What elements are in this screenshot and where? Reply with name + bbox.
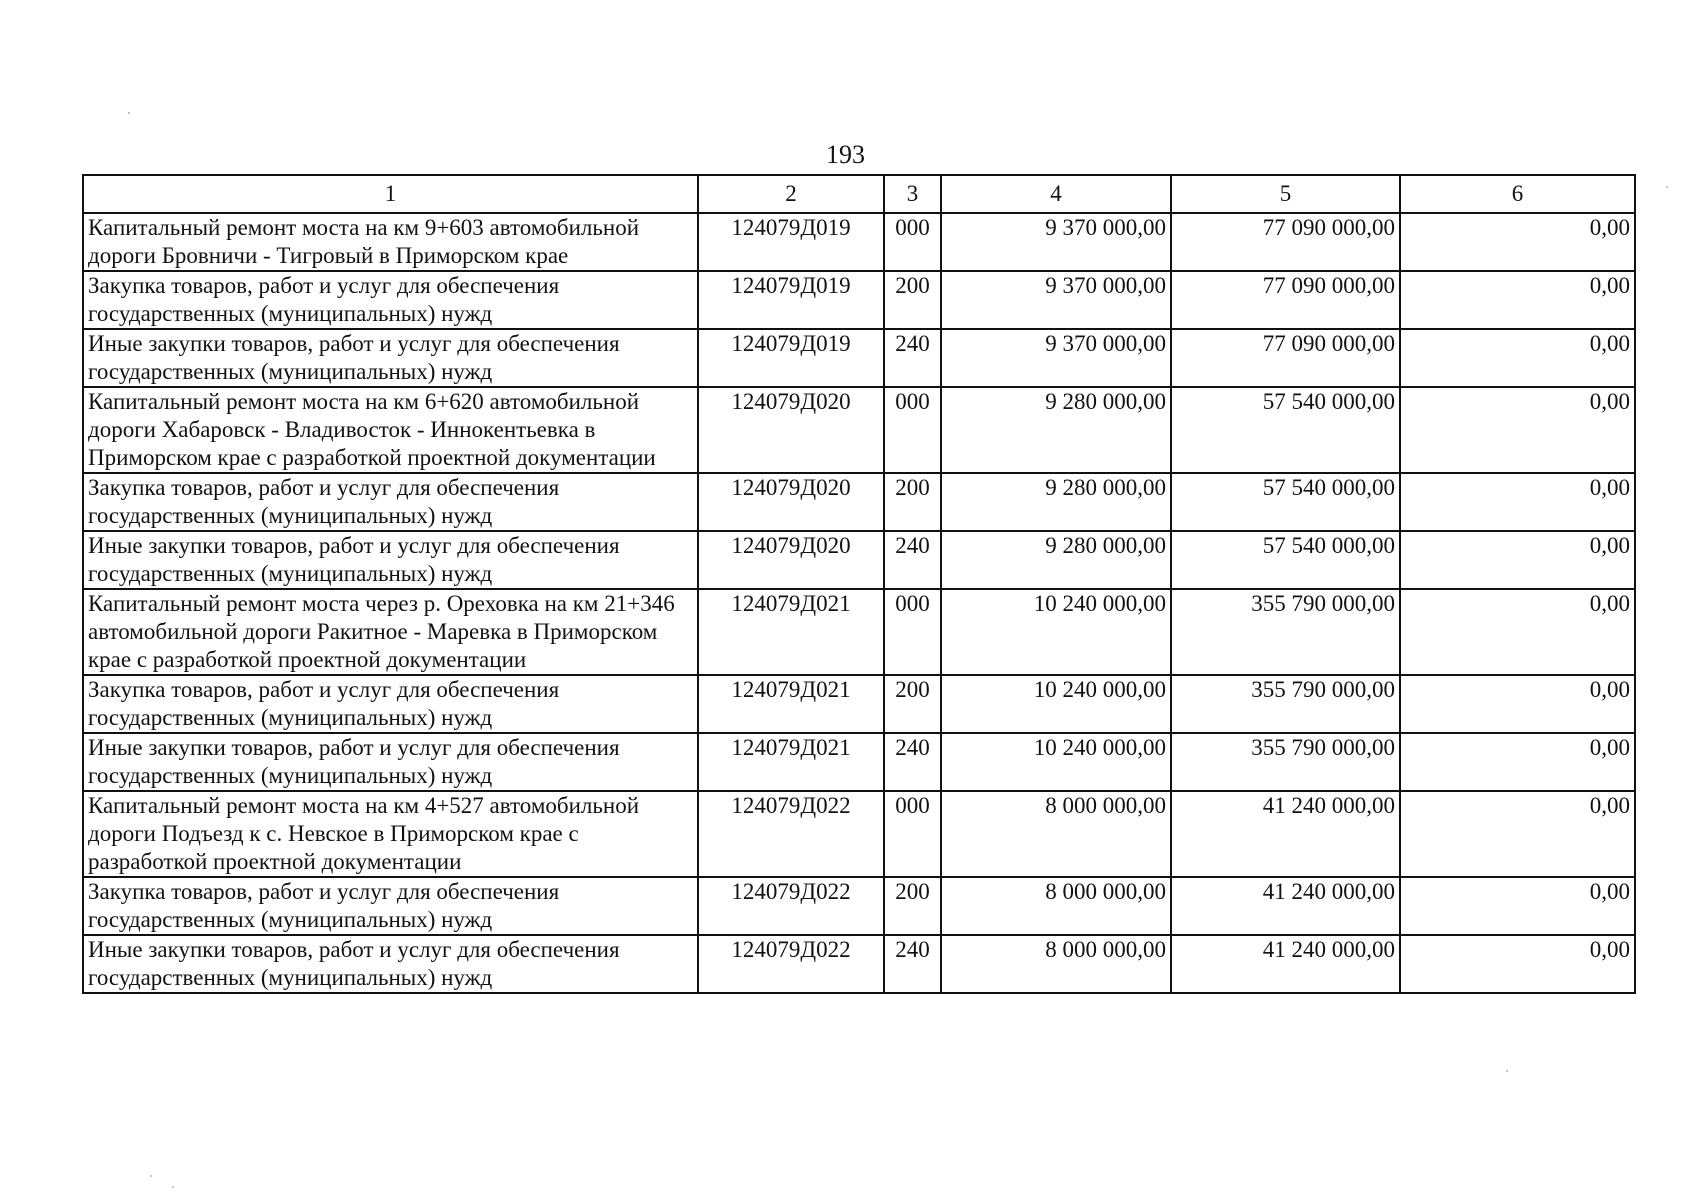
table-header — [83, 175, 1635, 213]
column-header-1: 1 — [83, 175, 698, 213]
row-expense-type: 000 — [884, 387, 941, 473]
row-amount-col6: 0,00 — [1400, 213, 1635, 271]
row-amount-col5: 355 790 000,00 — [1171, 589, 1400, 675]
column-header-2: 2 — [698, 175, 884, 213]
scan-speck — [150, 1175, 152, 1177]
table-row — [83, 877, 1635, 935]
budget-table — [82, 174, 1636, 994]
row-name: Иные закупки товаров, работ и услуг для обеспечения государственных (муниципальных) нужд — [83, 531, 698, 589]
row-name: Закупка товаров, работ и услуг для обеспечения государственных (муниципальных) нужд — [83, 675, 698, 733]
page-number: 193 — [826, 140, 865, 169]
scan-speck — [1666, 186, 1668, 188]
row-amount-col5: 41 240 000,00 — [1171, 935, 1400, 993]
row-name: Капитальный ремонт моста на км 4+527 автомобильной дороги Подъезд к с. Невское в Приморском крае с разработкой проектной документации — [83, 791, 698, 877]
row-name: Капитальный ремонт моста на км 6+620 автомобильной дороги Хабаровск - Владивосток - Иннокентьевка в Приморском крае с разработкой проектной документации — [83, 387, 698, 473]
row-amount-col5: 77 090 000,00 — [1171, 213, 1400, 271]
row-name: Капитальный ремонт моста через р. Ореховка на км 21+346 автомобильной дороги Ракитное - Маревка в Приморском крае с разработкой проектной документации — [83, 589, 698, 675]
row-expense-type: 200 — [884, 675, 941, 733]
scan-speck — [172, 1186, 174, 1188]
row-amount-col6: 0,00 — [1400, 329, 1635, 387]
row-target-code: 124079Д022 — [698, 877, 884, 935]
row-amount-col4: 9 280 000,00 — [941, 531, 1171, 589]
row-amount-col4: 10 240 000,00 — [941, 675, 1171, 733]
row-amount-col6: 0,00 — [1400, 733, 1635, 791]
row-target-code: 124079Д022 — [698, 935, 884, 993]
row-amount-col5: 355 790 000,00 — [1171, 733, 1400, 791]
row-amount-col4: 9 280 000,00 — [941, 473, 1171, 531]
row-amount-col4: 8 000 000,00 — [941, 877, 1171, 935]
row-name: Закупка товаров, работ и услуг для обеспечения государственных (муниципальных) нужд — [83, 877, 698, 935]
table-row — [83, 589, 1635, 675]
row-expense-type: 240 — [884, 733, 941, 791]
table-row — [83, 675, 1635, 733]
row-amount-col5: 41 240 000,00 — [1171, 791, 1400, 877]
row-amount-col4: 9 370 000,00 — [941, 329, 1171, 387]
column-header-4: 4 — [941, 175, 1171, 213]
row-amount-col4: 8 000 000,00 — [941, 935, 1171, 993]
row-expense-type: 240 — [884, 329, 941, 387]
row-amount-col4: 10 240 000,00 — [941, 733, 1171, 791]
row-amount-col6: 0,00 — [1400, 531, 1635, 589]
row-expense-type: 000 — [884, 213, 941, 271]
scan-speck — [1506, 1070, 1508, 1072]
row-target-code: 124079Д019 — [698, 271, 884, 329]
table-row — [83, 791, 1635, 877]
row-expense-type: 200 — [884, 271, 941, 329]
row-amount-col6: 0,00 — [1400, 935, 1635, 993]
row-amount-col5: 57 540 000,00 — [1171, 387, 1400, 473]
row-amount-col4: 9 370 000,00 — [941, 271, 1171, 329]
row-amount-col4: 8 000 000,00 — [941, 791, 1171, 877]
row-name: Капитальный ремонт моста на км 9+603 автомобильной дороги Бровничи - Тигровый в Приморском крае — [83, 213, 698, 271]
row-target-code: 124079Д020 — [698, 473, 884, 531]
row-expense-type: 240 — [884, 935, 941, 993]
row-name: Закупка товаров, работ и услуг для обеспечения государственных (муниципальных) нужд — [83, 473, 698, 531]
row-target-code: 124079Д021 — [698, 733, 884, 791]
table-row — [83, 387, 1635, 473]
row-name: Иные закупки товаров, работ и услуг для обеспечения государственных (муниципальных) нужд — [83, 329, 698, 387]
row-target-code: 124079Д019 — [698, 213, 884, 271]
row-amount-col6: 0,00 — [1400, 791, 1635, 877]
header-row — [83, 175, 1635, 213]
row-amount-col5: 41 240 000,00 — [1171, 877, 1400, 935]
column-header-6: 6 — [1400, 175, 1635, 213]
row-target-code: 124079Д020 — [698, 531, 884, 589]
table-body — [83, 213, 1635, 993]
row-expense-type: 200 — [884, 473, 941, 531]
row-name: Закупка товаров, работ и услуг для обеспечения государственных (муниципальных) нужд — [83, 271, 698, 329]
table-row — [83, 473, 1635, 531]
row-amount-col6: 0,00 — [1400, 271, 1635, 329]
row-amount-col4: 10 240 000,00 — [941, 589, 1171, 675]
row-target-code: 124079Д021 — [698, 589, 884, 675]
row-amount-col6: 0,00 — [1400, 877, 1635, 935]
row-target-code: 124079Д021 — [698, 675, 884, 733]
row-amount-col5: 57 540 000,00 — [1171, 531, 1400, 589]
table-row — [83, 531, 1635, 589]
row-name: Иные закупки товаров, работ и услуг для обеспечения государственных (муниципальных) нужд — [83, 935, 698, 993]
row-expense-type: 000 — [884, 589, 941, 675]
row-amount-col5: 355 790 000,00 — [1171, 675, 1400, 733]
row-amount-col6: 0,00 — [1400, 473, 1635, 531]
row-target-code: 124079Д019 — [698, 329, 884, 387]
row-expense-type: 000 — [884, 791, 941, 877]
table-row — [83, 329, 1635, 387]
scan-speck — [128, 112, 130, 114]
row-amount-col6: 0,00 — [1400, 589, 1635, 675]
row-amount-col6: 0,00 — [1400, 387, 1635, 473]
row-name: Иные закупки товаров, работ и услуг для обеспечения государственных (муниципальных) нужд — [83, 733, 698, 791]
table-row — [83, 733, 1635, 791]
column-header-3: 3 — [884, 175, 941, 213]
row-expense-type: 200 — [884, 877, 941, 935]
row-expense-type: 240 — [884, 531, 941, 589]
row-amount-col5: 57 540 000,00 — [1171, 473, 1400, 531]
row-target-code: 124079Д022 — [698, 791, 884, 877]
row-target-code: 124079Д020 — [698, 387, 884, 473]
row-amount-col4: 9 280 000,00 — [941, 387, 1171, 473]
row-amount-col5: 77 090 000,00 — [1171, 271, 1400, 329]
row-amount-col6: 0,00 — [1400, 675, 1635, 733]
table-row — [83, 271, 1635, 329]
row-amount-col4: 9 370 000,00 — [941, 213, 1171, 271]
table-row — [83, 213, 1635, 271]
column-header-5: 5 — [1171, 175, 1400, 213]
row-amount-col5: 77 090 000,00 — [1171, 329, 1400, 387]
table-row — [83, 935, 1635, 993]
